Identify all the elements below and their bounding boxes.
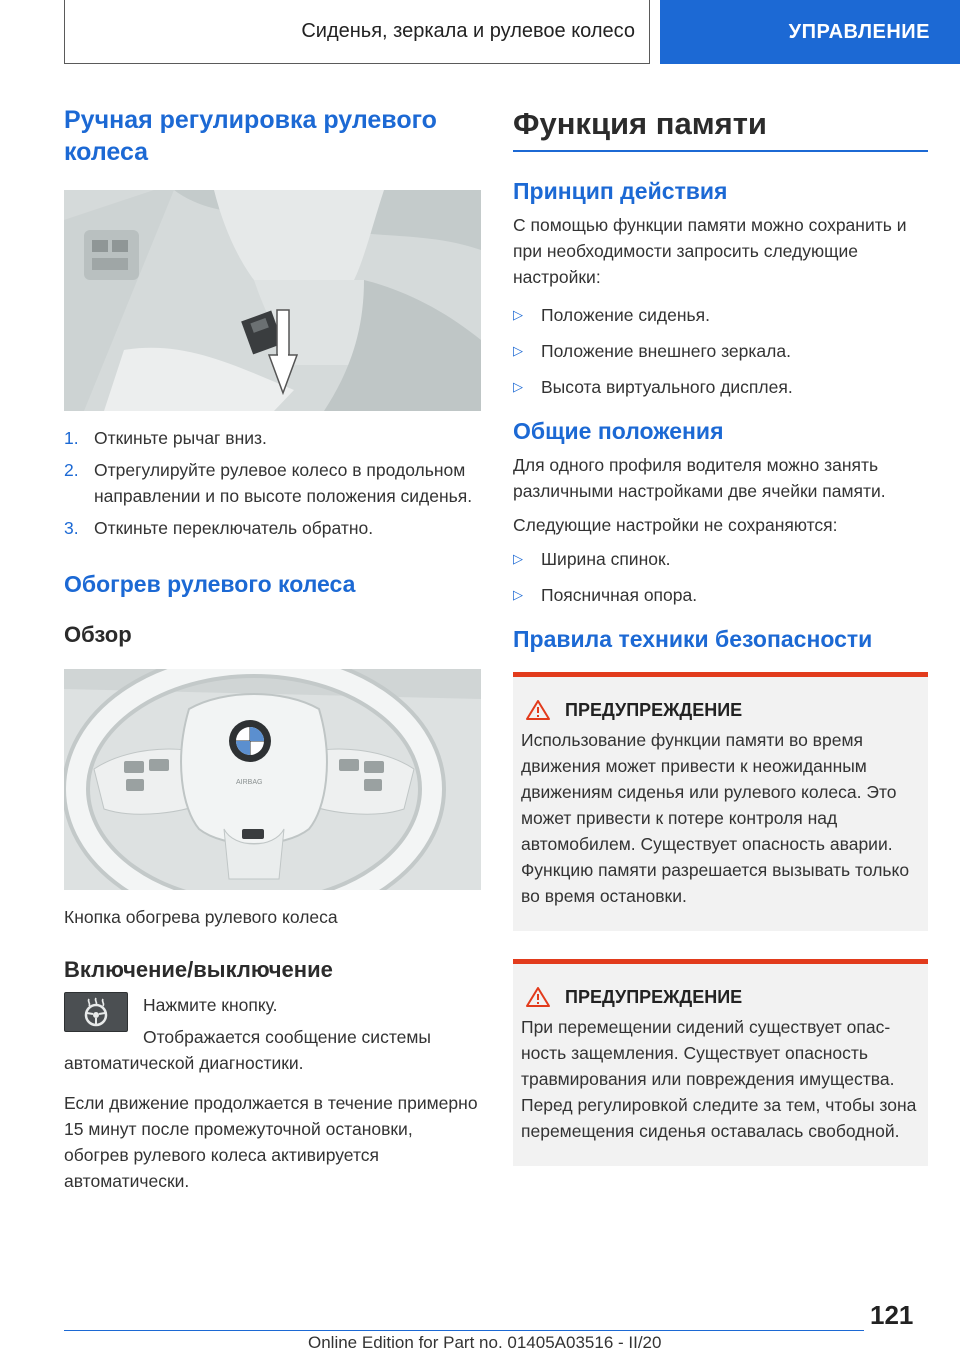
list-item <box>513 374 928 400</box>
triangle-bullet-icon: ▷ <box>513 307 523 322</box>
page-number: 121 <box>870 1300 914 1330</box>
principle-text: С помощью функции памяти можно сохранить и при необходимости запросить следующие настройки: <box>513 215 907 287</box>
warning-text: При перемещении сидений существует опасность защемления. Существует опасность травмирования или повреждения имущества. Перед регулировкой следите за тем, чтобы зона перемещения сиденья оставалась свободной. <box>521 1017 917 1141</box>
manual-adjust-heading: Ручная регулировка рулевого колеса <box>64 106 437 166</box>
footer-divider <box>64 1330 864 1331</box>
list-item-text: Положение сиденья. <box>541 305 710 325</box>
warning-title <box>521 699 920 721</box>
list-item <box>64 425 481 451</box>
right-column <box>513 104 928 1166</box>
list-item <box>513 546 928 572</box>
step-text: Отрегулируйте рулевое колесо в продольном направлении и по высоте положения сиденья. <box>94 460 473 506</box>
steering-lever-illustration <box>64 190 481 411</box>
triangle-bullet-icon: ▷ <box>513 379 523 394</box>
list-item <box>513 582 928 608</box>
warning-title <box>521 986 920 1008</box>
list-item-text: Ширина спинок. <box>541 549 671 569</box>
warning-box <box>513 959 928 1166</box>
list-item <box>513 302 928 328</box>
general-text: Для одного профиля водителя можно занять различными настройками две ячейки памяти. <box>513 455 886 501</box>
step-number: 1. <box>64 428 79 448</box>
step-number: 3. <box>64 518 79 538</box>
triangle-bullet-icon: ▷ <box>513 343 523 358</box>
airbag-label: AIRBAG <box>236 779 263 786</box>
warning-text: Использование функции памяти во время движения может привести к неожиданным движениям сиденья или рулевого колеса. Это может привести к потере контроля над автомобилем. Существует опасность аварии. Функцию памяти разрешается вызывать только во время остановки. <box>521 730 910 906</box>
list-item <box>64 515 481 541</box>
warning-title-text: ПРЕДУПРЕЖДЕНИЕ <box>565 699 743 720</box>
left-column <box>64 104 481 1194</box>
section-title-text: Сиденья, зеркала и рулевое колесо <box>301 20 635 42</box>
press-button-text: Нажмите кнопку. <box>143 995 278 1015</box>
chapter-title-text: УПРАВЛЕНИЕ <box>788 20 930 43</box>
system-message-text: Отображается сообщение системы автоматической диагностики. <box>64 1027 431 1073</box>
heating-caption: Кнопка обогрева рулевого колеса <box>64 907 338 927</box>
step-text: Откиньте переключатель обратно. <box>94 518 374 538</box>
header-section-title <box>64 0 650 64</box>
general-heading: Общие положения <box>513 418 724 444</box>
header-chapter-tab <box>660 0 960 64</box>
list-item-text: Положение внешнего зеркала. <box>541 341 791 361</box>
edition-text: Online Edition for Part no. 01405A03516 - II/20 <box>308 1333 662 1352</box>
heating-heading: Обогрев рулевого колеса <box>64 571 356 597</box>
heated-steering-wheel-icon <box>64 992 128 1032</box>
list-item-text: Высота виртуального дисплея. <box>541 377 793 397</box>
list-item <box>64 457 481 509</box>
principle-heading: Принцип действия <box>513 178 728 204</box>
list-item-text: Поясничная опора. <box>541 585 698 605</box>
warning-box <box>513 672 928 931</box>
warning-triangle-icon <box>525 699 551 721</box>
onoff-heading: Включение/выключение <box>64 957 333 982</box>
step-number: 2. <box>64 460 79 480</box>
list-item <box>513 338 928 364</box>
not-saved-text: Следующие настройки не сохраняются: <box>513 515 838 535</box>
step-text: Откиньте рычаг вниз. <box>94 428 267 448</box>
saved-settings-list <box>513 302 928 400</box>
overview-heading: Обзор <box>64 622 132 647</box>
adjust-steps-list <box>64 425 481 541</box>
safety-heading: Правила техники безопасности <box>513 626 873 652</box>
triangle-bullet-icon: ▷ <box>513 551 523 566</box>
not-saved-list <box>513 546 928 608</box>
heating-instructions <box>64 992 481 1076</box>
auto-activation-text: Если движение продолжается в течение примерно 15 минут после промежуточной остановки, обогрев рулевого колеса активируется автоматически. <box>64 1093 478 1191</box>
warning-title-text: ПРЕДУПРЕЖДЕНИЕ <box>565 986 743 1007</box>
memory-function-heading: Функция памяти <box>513 106 767 141</box>
warning-triangle-icon <box>525 986 551 1008</box>
triangle-bullet-icon: ▷ <box>513 587 523 602</box>
heading-divider <box>513 150 928 152</box>
steering-wheel-illustration <box>64 669 481 890</box>
